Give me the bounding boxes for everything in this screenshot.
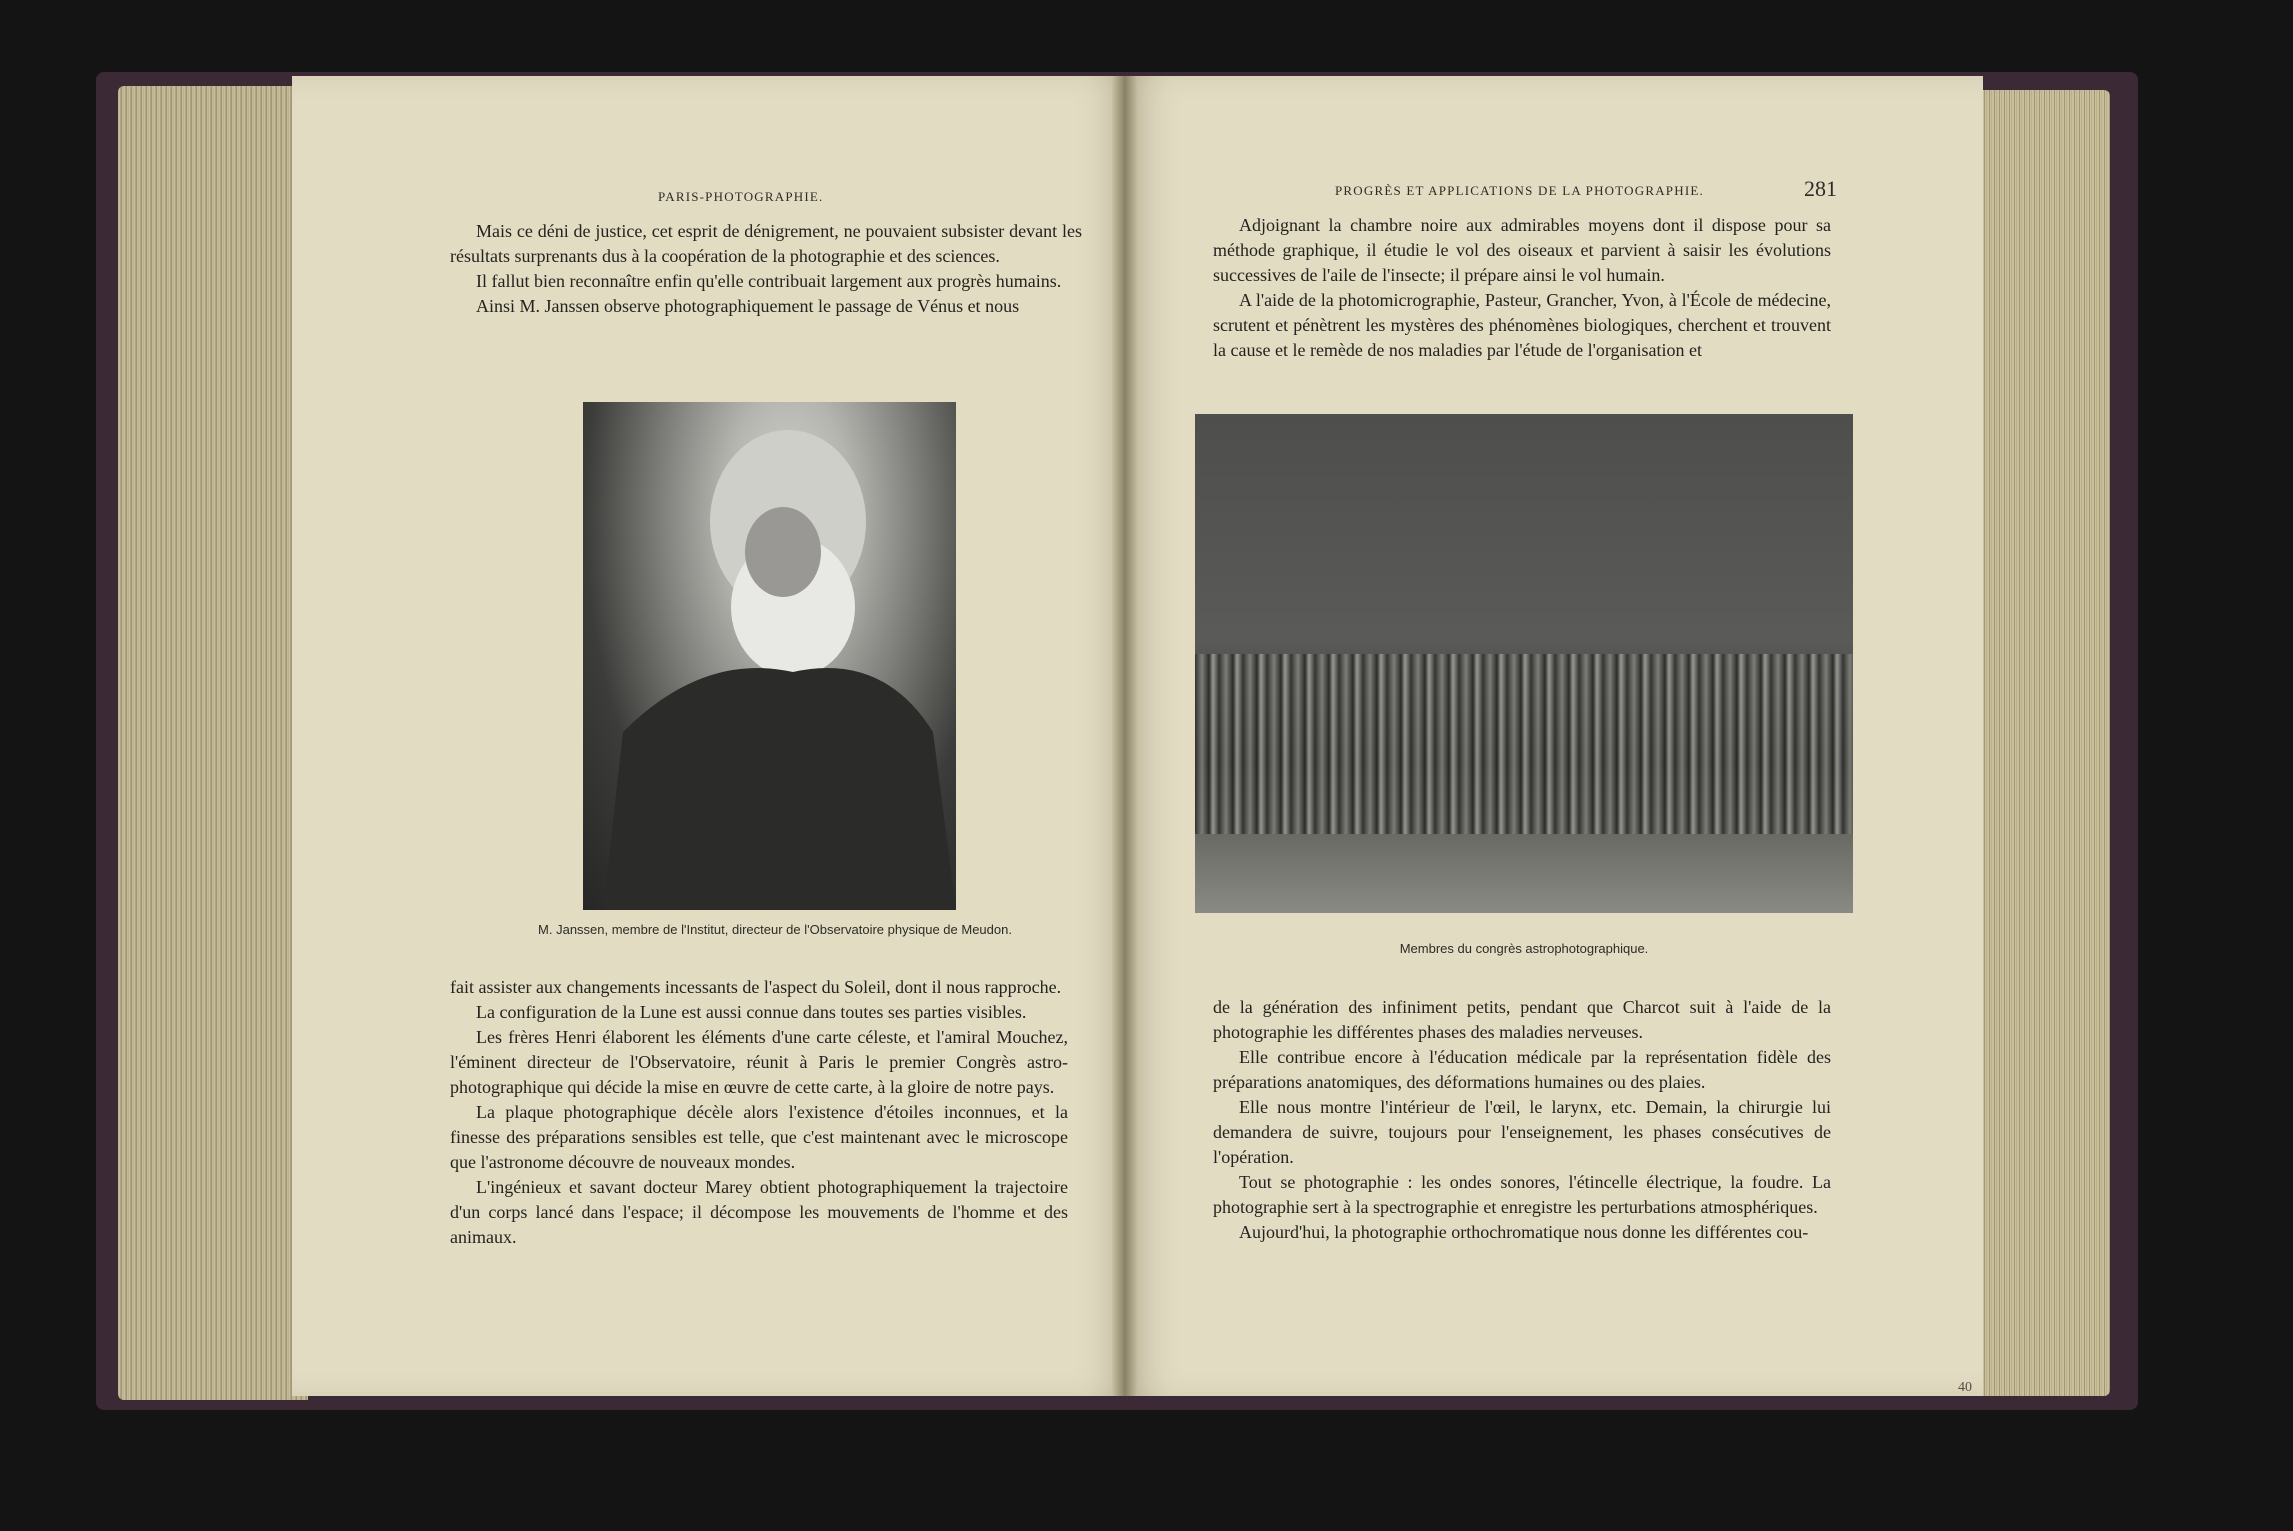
paragraph: fait assister aux changements incessants de l'aspect du Soleil, dont il nous rapproche.: [450, 977, 1062, 997]
portrait-figure: [583, 402, 956, 910]
group-of-members: [1195, 654, 1853, 854]
portrait-caption: M. Janssen, membre de l'Institut, directeur de l'Observatoire physique de Meudon.: [538, 922, 1012, 937]
paragraph: Ainsi M. Janssen observe photographiquement le passage de Vénus et nous: [476, 296, 1020, 316]
congress-group-photo: [1195, 414, 1853, 913]
page-edges-right: [1980, 90, 2110, 1396]
book-gutter: [1112, 76, 1138, 1396]
pencil-margin-mark: 40: [1958, 1380, 1972, 1395]
right-text-top: [1213, 213, 1831, 363]
page-edges-left: [118, 86, 308, 1400]
paragraph: Elle nous montre l'intérieur de l'œil, le larynx, etc. Demain, la chirurgie lui demandera de suivre, toujours pour l'enseignement, les phases consécutives de l'opération.: [1213, 1097, 1831, 1167]
paragraph: Elle contribue encore à l'éducation médicale par la représentation fidèle des préparations anatomiques, des déformations humaines ou des plaies.: [1213, 1047, 1831, 1092]
janssen-portrait: [583, 402, 956, 910]
page-number: 281: [1804, 176, 1837, 201]
paragraph: Tout se photographie : les ondes sonores, l'étincelle électrique, la foudre. La photographie sert à la spectrographie et enregistre les perturbations atmosphériques.: [1213, 1172, 1831, 1217]
group-photo-caption: Membres du congrès astrophotographique.: [1399, 941, 1649, 956]
left-running-header: PARIS-PHOTOGRAPHIE.: [658, 189, 824, 204]
paragraph: L'ingénieux et savant docteur Marey obtient photographiquement la trajectoire d'un corps lancé dans l'espace; il décompose les mouvements de l'homme et des animaux.: [450, 1177, 1068, 1247]
left-text-bottom: [450, 975, 1068, 1250]
right-text-bottom: [1213, 995, 1831, 1245]
paragraph: Aujourd'hui, la photographie orthochromatique nous donne les différentes cou-: [1239, 1222, 1809, 1242]
paragraph: Il fallut bien reconnaître enfin qu'elle contribuait largement aux progrès humains.: [476, 271, 1062, 291]
paragraph: de la génération des infiniment petits, pendant que Charcot suit à l'aide de la photographie les différentes phases des maladies nerveuses.: [1213, 997, 1831, 1042]
photo-ground: [1195, 834, 1853, 913]
paragraph: Adjoignant la chambre noire aux admirables moyens dont il dispose pour sa méthode graphique, il étudie le vol des oiseaux et parvient à saisir les évolutions successives de l'aile de l'insecte; il prépare ainsi le vol humain.: [1213, 215, 1831, 285]
paragraph: La plaque photographique décèle alors l'existence d'étoiles inconnues, et la finesse des préparations sensibles est telle, que c'est maintenant avec le microscope que l'astronome découvre de nouveaux mondes.: [450, 1102, 1068, 1172]
paragraph: Les frères Henri élaborent les éléments d'une carte céleste, et l'amiral Mouchez, l'éminent directeur de l'Observatoire, réunit à Paris le premier Congrès astro-photographique qui décide la mise en œuvre de cette carte, à la gloire de notre pays.: [450, 1027, 1068, 1097]
paragraph: A l'aide de la photomicrographie, Pasteur, Grancher, Yvon, à l'École de médecine, scrutent et pénètrent les mystères des phénomènes biologiques, cherchent et trouvent la cause et le remède de nos maladies par l'étude de l'organisation et: [1213, 290, 1831, 360]
left-text-top: [450, 219, 1082, 319]
paragraph: La configuration de la Lune est aussi connue dans toutes ses parties visibles.: [476, 1002, 1027, 1022]
right-running-header: PROGRÈS ET APPLICATIONS DE LA PHOTOGRAPHIE.: [1335, 183, 1704, 198]
paragraph: Mais ce déni de justice, cet esprit de dénigrement, ne pouvaient subsister devant les résultats surprenants dus à la coopération de la photographie et des sciences.: [450, 221, 1082, 266]
